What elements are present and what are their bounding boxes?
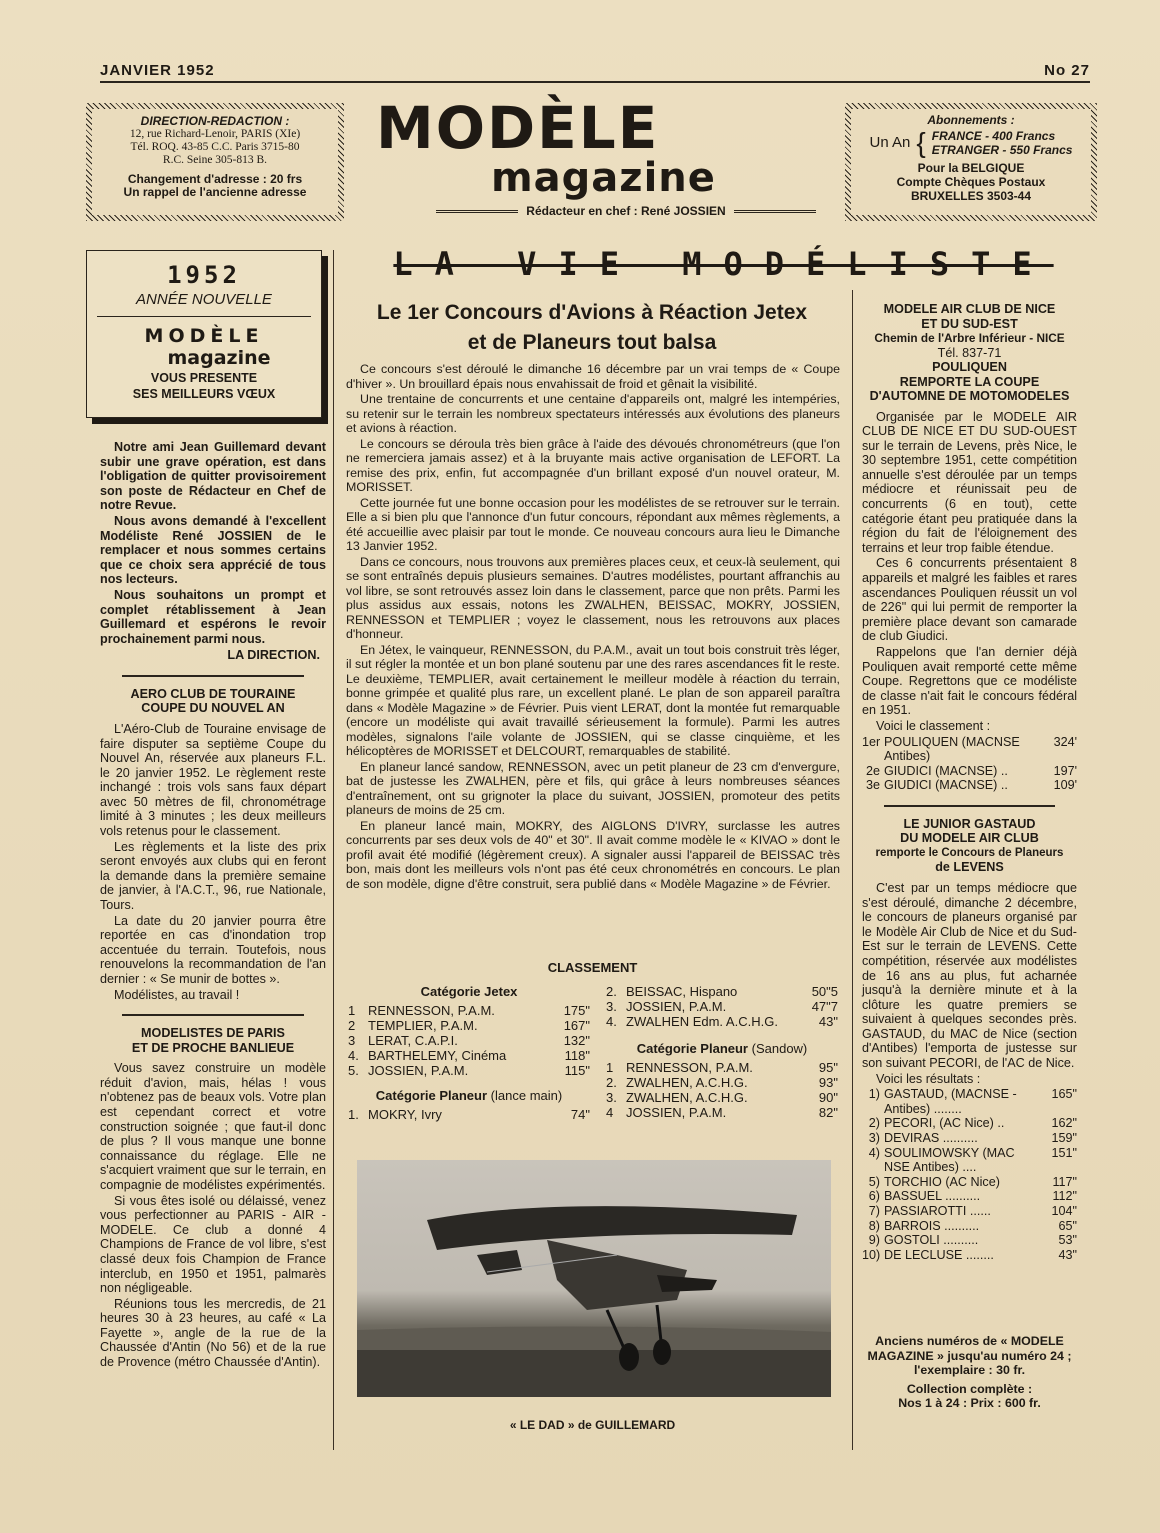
- direction-change1: Changement d'adresse : 20 frs: [127, 172, 303, 186]
- jetex-value: 115": [564, 1063, 590, 1078]
- separator: [884, 805, 1055, 807]
- masthead-logo: [376, 94, 816, 228]
- brace-glyph: {: [916, 127, 926, 158]
- jetex-rank: 4.: [348, 1048, 359, 1063]
- anciens-3: Nos 1 à 24 : Prix : 600 fr.: [898, 1396, 1041, 1411]
- gastaud-result-name: DE LECLUSE ........: [884, 1247, 994, 1262]
- nice-results: [862, 735, 1077, 793]
- nice-h2: ET DU SUD-EST: [921, 316, 1018, 331]
- planeur-main-row: [348, 1107, 590, 1122]
- nice-h6: REMPORTE LA COUPE: [899, 374, 1040, 389]
- gastaud-result-rank: 4): [868, 1145, 880, 1160]
- direction-title: DIRECTION-REDACTION :: [140, 114, 290, 128]
- gastaud-result-row: [862, 1189, 1077, 1204]
- voeux-year: 1952: [167, 261, 241, 289]
- cat-main-label: Catégorie Planeur: [375, 1088, 488, 1103]
- gastaud-result-value: 104": [1051, 1204, 1077, 1218]
- jetex-value: 118": [564, 1048, 590, 1063]
- issue-date: JANVIER 1952: [100, 62, 215, 79]
- article-p6: En Jétex, le vainqueur, RENNESSON, du P.A.M., avait un tout bois construit très léger, il sut régler la montée et un bon plané soutenu par une des rares ascendances fit le reste. Le deuxième, TEMPLIER, avait certainement le meilleur modèle à réaction du terrain, bonne grimpée et qualité plus rare, un excellent plané. Le plan de son appareil paraîtra dans « Modèle Magazine » de Février. Puis vient LERAT, dont la montée fut remarquable (encore un modéliste qui avait travaillé sérieusement la formule). Parmi les autres modèles, signalons l'aile volante de JOSSIEN, qui se classe cinquième, et les hélicoptères de MORISSET et DELCOURT, remarquables de stabilité.: [346, 642, 840, 758]
- nice-h7: D'AUTOMNE DE MOTOMODELES: [869, 389, 1070, 403]
- touraine-p4: Modélistes, au travail !: [114, 987, 240, 1002]
- gastaud-result-value: 162": [1051, 1116, 1077, 1131]
- paris-heading: [100, 1026, 326, 1055]
- planeur-sandow-row: [606, 1075, 838, 1090]
- direction-address: 12, rue Richard-Lenoir, PARIS (XIe): [129, 128, 301, 140]
- nice-p2: Ces 6 concurrents présentaient 8 appareils et malgré les faibles et rares ascendances Pouliquen réussit un vol de 226" qui lui permit de remporter la première place devant son camarade de club Giudici.: [862, 556, 1077, 644]
- gastaud-result-row: [862, 1175, 1077, 1190]
- planeur-main-value: 74": [570, 1107, 590, 1122]
- direction-note-p1: Notre ami Jean Guillemard devant subir une grave opération, est dans l'obligation de quitter provisoirement son poste de Rédacteur en Chef de notre Revue.: [100, 440, 326, 513]
- abonnements-prices: [857, 129, 1085, 157]
- jetex-rank: 2: [348, 1018, 356, 1033]
- planeur-main-name: JOSSIEN, P.A.M.: [626, 999, 727, 1014]
- direction-note-p2: Nous avons demandé à l'excellent Modéliste René JOSSIEN de le remplacer et nous sommes certains que ce choix sera apprécié de tous nos lecteurs.: [100, 513, 326, 587]
- separator: [122, 675, 304, 677]
- gastaud-result-name: BARROIS ..........: [884, 1218, 980, 1233]
- planeur-sandow-value: 93": [818, 1075, 838, 1090]
- separator: [122, 1014, 304, 1016]
- logo-modele: MODÈLE: [376, 94, 660, 162]
- nice-result-value: 109': [1053, 778, 1077, 793]
- gastaud-result-value: 117": [1052, 1174, 1077, 1189]
- airplane-photo: [357, 1160, 831, 1397]
- touraine-p1: L'Aéro-Club de Touraine envisage de faire disputer sa septième Coupe du Nouvel An, réservée aux planeurs F.L. le 20 janvier 1952. Le règlement reste inchangé : trois vols sans faux départ avec 50 mètres de fil, chronométrage limité à 3 minutes ; les deux meilleurs vols retenus pour le classement.: [100, 721, 326, 839]
- planeur-main-rank: 1.: [348, 1107, 359, 1122]
- voeux-modele: MODÈLE: [144, 325, 264, 347]
- paris-h1: MODELISTES DE PARIS: [141, 1026, 285, 1041]
- gastaud-result-rank: 10): [862, 1247, 881, 1262]
- voeux-line1: VOUS PRESENTE: [150, 371, 258, 385]
- article-p3: Le concours se déroula très bien grâce à l'aide des dévoués chronométreurs (que l'on ne remerciera jamais assez) et à la bruyante mais active organisation de LEFORT. La remise des prix, enfin, fut accompagnée d'un brillant exposé d'un nouvel orateur, M. MORISSET.: [346, 436, 840, 494]
- gastaud-result-rank: 8): [868, 1218, 880, 1233]
- gastaud-result-value: 53": [1058, 1233, 1077, 1248]
- article-p1: Ce concours s'est déroulé le dimanche 16 décembre par un vrai temps de « Coupe d'hiver ». Un brouillard épais nous envahissait de froid et gênait la visibilité.: [346, 362, 840, 391]
- planeur-main-rank: 4.: [606, 1014, 617, 1029]
- paris-h2: ET DE PROCHE BANLIEUE: [131, 1040, 295, 1055]
- nice-h5: POULIQUEN: [932, 360, 1007, 374]
- belgique-1: Pour la BELGIQUE: [917, 161, 1025, 175]
- planeur-main-row: [606, 1014, 838, 1029]
- direction-box: [86, 103, 344, 221]
- article-p4: Cette journée fut une bonne occasion pour les modélistes de se retrouver sur le terrain. Elle a si bien plu que l'annonce d'un futur concours, répondant aux mêmes règlements, a été accueillie avec plaisir par tout le monde. Ce nouveau concours aura lieu le Dimanche 13 Janvier 1952.: [346, 495, 840, 553]
- jetex-list: [348, 1003, 590, 1078]
- direction-note-p3: Nous souhaitons un prompt et complet rétablissement à Jean Guillemard et espérons le revoir prochainement parmi nous.: [100, 587, 326, 646]
- gastaud-result-row: [862, 1116, 1077, 1131]
- planeur-main-value: 47"7: [811, 999, 838, 1014]
- jetex-name: LERAT, C.A.P.I.: [368, 1033, 458, 1048]
- paris-p1: Vous savez construire un modèle réduit d'avion, mais, hélas ! vous n'obtenez pas de beaux vols. Votre plan est cependant correct et votre construction soignée ; que faut-il donc de plus ? Il vous manque une bonne connaissance du réglage. Elle ne s'acquiert vraiment que sur le terrain, en compagnie de modélistes expérimentés.: [100, 1061, 326, 1192]
- nice-p4: Voici le classement :: [876, 718, 991, 733]
- abonnements-box: [845, 103, 1097, 221]
- article-p7: En planeur lancé sandow, RENNESSON, avec un petit planeur de 23 cm d'envergure, bat de justesse les ZWALHEN, père et fils, qui grâce à leurs nombreuses séances d'entraînement, ont su grignoter la place du suivant, JOSSIEN, promoteur des petits planeurs de moins de 25 cm.: [346, 759, 840, 817]
- gastaud-result-name: SOULIMOWSKY (MAC NSE Antibes) ....: [884, 1145, 1015, 1175]
- planeur-sandow-value: 95": [818, 1060, 838, 1075]
- planeur-main-value: 43": [818, 1014, 838, 1029]
- planeur-sandow-value: 90": [818, 1090, 838, 1105]
- classement-title: CLASSEMENT: [547, 960, 638, 975]
- direction-phone: Tél. ROQ. 43-85 C.C. Paris 3715-80: [130, 141, 300, 153]
- gastaud-p2: Voici les résultats :: [876, 1071, 981, 1086]
- cat-main-sub: (lance main): [490, 1088, 563, 1103]
- gastaud-result-rank: 1): [868, 1087, 880, 1102]
- article-p5: Dans ce concours, nous trouvons aux premières places ceux, et ceux-là seulement, qui se sont entraînés depuis plusieurs semaines. D'autres modélistes, pourtant affranchis au vol libre, se sont retrouvés assez loin dans le classement, parce que non prêts. Parmi les plus assidus aux essais, notons les ZWALHEN, BEISSAC, MOKRY, JOSSIEN, RENNESSON et TEMPLIER ; voyez le classement, nous les retrouvons aux places d'honneur.: [346, 554, 840, 641]
- nice-p3: Rappelons que l'an dernier déjà Pouliquen avait remporté cette même Coupe. Regrettons que ce modéliste de classe n'ait fait le concours fédéral en 1951.: [862, 645, 1077, 718]
- right-column: [862, 302, 1077, 1262]
- planeur-sandow-row: [606, 1060, 838, 1075]
- planeur-main-name: MOKRY, Ivry: [368, 1107, 442, 1122]
- jetex-name: TEMPLIER, P.A.M.: [368, 1018, 478, 1033]
- nice-result-name: GIUDICI (MACNSE) ..: [884, 763, 1008, 778]
- touraine-p3: La date du 20 janvier pourra être reportée en cas d'inondation trop accentuée du terrain. Toutefois, nous renouvelons la recommandation de l'an dernier : « Se munir de bottes ».: [100, 913, 326, 986]
- gastaud-result-name: BASSUEL ..........: [884, 1189, 981, 1204]
- touraine-h1: AERO CLUB DE TOURAINE: [130, 686, 296, 701]
- column-rule-right: [852, 290, 853, 1450]
- jetex-name: RENNESSON, P.A.M.: [368, 1003, 495, 1018]
- nice-result-row: [862, 764, 1077, 779]
- planeur-sandow-value: 82": [818, 1105, 838, 1120]
- nice-h3: Chemin de l'Arbre Inférieur - NICE: [874, 331, 1065, 345]
- planeur-sandow-rank: 1: [606, 1060, 614, 1075]
- planeur-main-value: 50"5: [811, 984, 838, 999]
- gastaud-result-row: [862, 1204, 1077, 1219]
- nice-h4: Tél. 837-71: [937, 345, 1002, 360]
- gastaud-result-rank: 5): [868, 1174, 880, 1189]
- gastaud-heading: [862, 817, 1077, 875]
- planeur-sandow-name: ZWALHEN, A.C.H.G.: [626, 1090, 748, 1105]
- nice-result-name: GIUDICI (MACNSE) ..: [884, 778, 1008, 793]
- paris-p2: Si vous êtes isolé ou délaissé, venez vous perfectionner au PARIS - AIR - MODELE. Ce club a donné 4 Champions de France de vol libre, s'est classé deux fois Champion de France interclub, en 1950 et 1951, palmarès non négligeable.: [100, 1193, 326, 1296]
- price-france: FRANCE - 400 Francs: [931, 129, 1056, 143]
- gastaud-p1: C'est par un temps médiocre que s'est déroulé, dimanche 2 décembre, le concours de planeurs organisé par le Modèle Air Club de Nice et du Sud-Est sur le terrain de LEVENS. Cette compétition, réservée aux modélistes de 16 ans au plus, fut acharnée jusqu'à la dernière minute et à la clôture les quatre premiers se suivaient à quelques secondes près. GASTAUD, du MAC de Nice (section d'Antibes) l'emporta de justesse sur son suivant PECORI, de l'AC de Nice.: [862, 880, 1077, 1071]
- planeur-sandow-name: RENNESSON, P.A.M.: [626, 1060, 753, 1075]
- gastaud-result-row: [862, 1087, 1077, 1116]
- planeur-sandow-rank: 4: [606, 1105, 614, 1120]
- direction-change2: Un rappel de l'ancienne adresse: [123, 185, 307, 199]
- voeux-rule: [97, 316, 311, 317]
- belgique-3: BRUXELLES 3503-44: [910, 189, 1032, 203]
- un-an: Un An: [869, 134, 911, 151]
- jetex-row: [348, 1048, 590, 1063]
- nice-result-rank: 3e: [865, 778, 880, 793]
- gastaud-result-value: 43": [1058, 1247, 1077, 1262]
- nice-p1: Organisée par le MODELE AIR CLUB DE NICE ET DU SUD-OUEST sur le terrain de Levens, près Nice, le 30 septembre 1951, cette compétition annuelle s'est déroulée par un temps médiocre et réunissait peu de concurrents (6 en tout), cette catégorie étant peu pratiquée dans la région du fait de l'éloignement des terrains et leur trop faible étendue.: [862, 409, 1077, 555]
- rule-left: [436, 210, 518, 213]
- photo-caption: « LE DAD » de GUILLEMARD: [509, 1418, 676, 1432]
- cat-main: [348, 1088, 590, 1103]
- jetex-name: BARTHELEMY, Cinéma: [368, 1048, 507, 1063]
- article-title-1: Le 1er Concours d'Avions à Réaction Jetex: [376, 301, 808, 324]
- gastaud-result-value: 112": [1052, 1189, 1077, 1204]
- planeur-sandow-row: [606, 1090, 838, 1105]
- airplane-illustration: [357, 1160, 831, 1397]
- gastaud-result-value: 165": [1051, 1087, 1077, 1102]
- jetex-row: [348, 1063, 590, 1078]
- article-title: [342, 298, 842, 358]
- gastaud-result-name: PASSIAROTTI ......: [884, 1204, 991, 1218]
- jetex-row: [348, 1033, 590, 1048]
- planeur-sandow-name: ZWALHEN, A.C.H.G.: [626, 1075, 748, 1090]
- gastaud-result-rank: 7): [868, 1204, 880, 1218]
- voeux-line2: SES MEILLEURS VŒUX: [132, 387, 276, 401]
- planeur-main-rank: 3.: [606, 999, 617, 1014]
- nice-result-rank: 1er: [862, 734, 881, 749]
- planeur-main-name: ZWALHEN Edm. A.C.H.G.: [626, 1014, 778, 1029]
- gastaud-h2: DU MODELE AIR CLUB: [900, 831, 1039, 846]
- gastaud-result-row: [862, 1233, 1077, 1248]
- gastaud-h1: LE JUNIOR GASTAUD: [903, 816, 1036, 831]
- nice-result-row: [862, 778, 1077, 793]
- cat-sandow-label: Catégorie Planeur: [636, 1041, 748, 1056]
- gastaud-result-name: DEVIRAS ..........: [884, 1131, 978, 1146]
- jetex-rank: 1: [348, 1003, 356, 1018]
- redacteur-text: Rédacteur en chef : René JOSSIEN: [526, 204, 726, 218]
- jetex-name: JOSSIEN, P.A.M.: [368, 1063, 469, 1078]
- nice-result-row: [862, 735, 1077, 764]
- gastaud-result-value: 159": [1051, 1131, 1077, 1146]
- anciens-1: Anciens numéros de « MODELE MAGAZINE » jusqu'au numéro 24 ; l'exemplaire : 30 fr.: [867, 1334, 1072, 1378]
- gastaud-h4: de LEVENS: [935, 860, 1004, 875]
- jetex-value: 175": [563, 1003, 590, 1018]
- cat-sandow: [606, 1041, 838, 1056]
- voeux-magazine: magazine: [167, 347, 271, 369]
- issue-number: No 27: [1044, 62, 1090, 79]
- anciens-2: Collection complète :: [906, 1381, 1033, 1396]
- gastaud-result-rank: 3): [868, 1131, 880, 1146]
- planeur-main-row: [606, 984, 838, 999]
- gastaud-result-value: 65": [1058, 1218, 1077, 1233]
- planeur-main-name: BEISSAC, Hispano: [626, 984, 738, 999]
- cat-sandow-sub: (Sandow): [751, 1041, 808, 1056]
- nice-result-rank: 2e: [865, 763, 880, 778]
- sandow-list: [606, 1060, 838, 1120]
- article-p8: En planeur lancé main, MOKRY, des AIGLONS D'IVRY, surclasse les autres concurrents par ses deux vols de 40" et 30". Il avait comme modèle le « KIVAO » dont le profil avait été modifié (légèrement creux). A signaler aussi l'appareil de BEISSAC très bon, mais dont les meilleurs vols n'ont pas été ceux chronométrés en concours. Le plan de son modèle, digne d'être construit, sera publié dans « Modèle Magazine » de Février.: [346, 818, 840, 891]
- jetex-row: [348, 1003, 590, 1018]
- nice-h1: MODELE AIR CLUB DE NICE: [883, 302, 1056, 316]
- touraine-p2: Les règlements et la liste des prix seront envoyés aux clubs qui en feront la demande dans la première semaine de janvier, à l'A.C.T., 96, rue Nationale, Tours.: [100, 839, 326, 913]
- logo-magazine: magazine: [491, 155, 716, 201]
- planeur-sandow-rank: 2.: [606, 1075, 617, 1090]
- classement-right: [606, 984, 838, 1120]
- center-column: [346, 362, 840, 892]
- anciens-numeros: [862, 1334, 1077, 1411]
- nice-heading: [862, 302, 1077, 404]
- belgique-2: Compte Chèques Postaux: [896, 175, 1046, 189]
- jetex-rank: 5.: [348, 1063, 359, 1078]
- planeur-main-row: [606, 999, 838, 1014]
- paris-p3: Réunions tous les mercredis, de 21 heures 30 à 23 heures, au café « La Fayette », angle de la rue de la Chaussée d'Antin (No 56) et de la rue de Provence (métro Chaussée d'Antin).: [100, 1296, 326, 1370]
- planeur-sandow-name: JOSSIEN, P.A.M.: [626, 1105, 727, 1120]
- top-rule: [100, 62, 1090, 83]
- jetex-value: 167": [563, 1018, 590, 1033]
- gastaud-result-row: [862, 1131, 1077, 1146]
- article-p2: Une trentaine de concurrents et une centaine d'appareils ont, malgré les intempéries, su retenir sur le terrain les nombreux spectateurs intéressés aux évolutions des planeurs et avions à réaction.: [346, 392, 840, 435]
- gastaud-result-rank: 6): [868, 1189, 880, 1204]
- gastaud-result-rank: 2): [868, 1116, 880, 1131]
- jetex-value: 132": [563, 1033, 590, 1048]
- planeur-sandow-row: [606, 1105, 838, 1120]
- gastaud-result-row: [862, 1146, 1077, 1175]
- direction-signature: LA DIRECTION.: [227, 648, 320, 663]
- section-title: LA VIE MODÉLISTE: [393, 245, 1054, 283]
- direction-rc: R.C. Seine 305-813 B.: [162, 154, 268, 166]
- gastaud-result-name: PECORI, (AC Nice) ..: [884, 1116, 1005, 1131]
- gastaud-result-rank: 9): [868, 1233, 880, 1248]
- touraine-h2: COUPE DU NOUVEL AN: [141, 701, 285, 716]
- voeux-annee: ANNÉE NOUVELLE: [136, 291, 272, 308]
- planeur-sandow-rank: 3.: [606, 1090, 617, 1105]
- gastaud-result-name: TORCHIO (AC Nice): [884, 1174, 1000, 1189]
- gastaud-result-name: GASTAUD, (MACNSE - Antibes) ........: [884, 1087, 1017, 1116]
- cat-jetex: Catégorie Jetex: [420, 984, 518, 999]
- article-title-2: et de Planeurs tout balsa: [467, 331, 717, 354]
- nice-result-value: 197': [1053, 763, 1077, 778]
- gastaud-result-value: 151": [1051, 1145, 1077, 1160]
- gastaud-results: [862, 1087, 1077, 1262]
- jetex-rank: 3: [348, 1033, 356, 1048]
- nice-result-name: POULIQUEN (MACNSE Antibes): [884, 734, 1020, 764]
- planeur-main-rank: 2.: [606, 984, 617, 999]
- price-etranger: ETRANGER - 550 Francs: [931, 143, 1073, 157]
- main-list-2: [606, 984, 838, 1029]
- gastaud-result-row: [862, 1248, 1077, 1263]
- main-list-1: [348, 1107, 590, 1122]
- left-column: [100, 440, 326, 1371]
- classement-left: [348, 978, 590, 1122]
- gastaud-h3: remporte le Concours de Planeurs: [875, 846, 1064, 859]
- jetex-row: [348, 1018, 590, 1033]
- column-rule-left: [333, 250, 334, 1450]
- abonnements-title: Abonnements :: [927, 113, 1015, 127]
- gastaud-result-row: [862, 1219, 1077, 1234]
- nice-result-value: 324': [1053, 734, 1077, 749]
- gastaud-result-name: GOSTOLI ..........: [884, 1233, 979, 1248]
- rule-right: [734, 210, 816, 213]
- redacteur-line: [376, 204, 816, 218]
- touraine-heading: [100, 687, 326, 716]
- voeux-box: [86, 250, 322, 418]
